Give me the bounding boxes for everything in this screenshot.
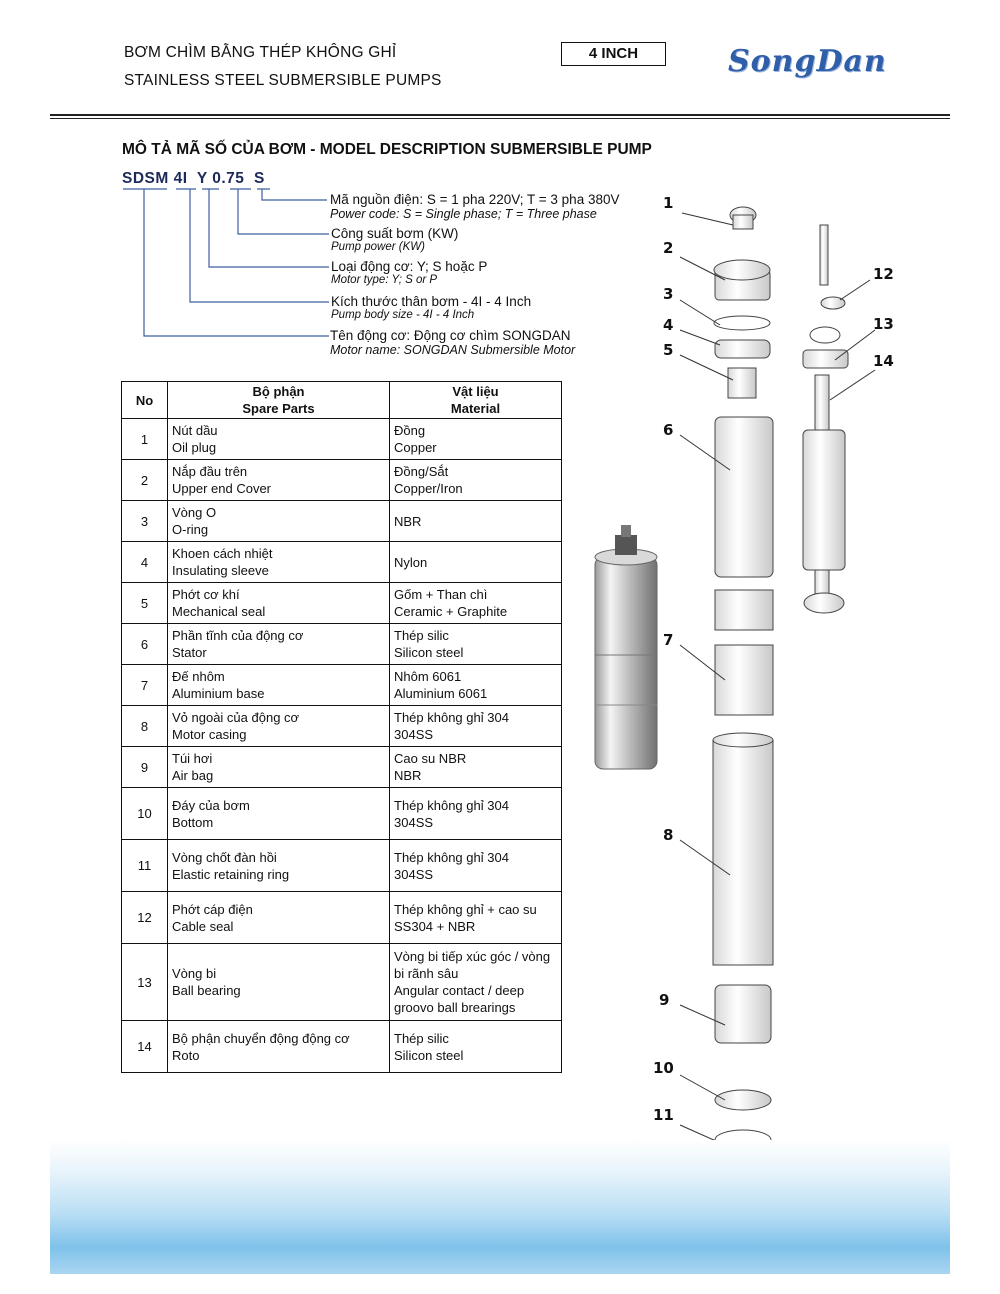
legend-motor-type-vn: Loại động cơ: Y; S hoặc P <box>331 259 488 274</box>
legend-motor-name-vn: Tên động cơ: Động cơ chìm SONGDAN <box>330 328 571 343</box>
callout-8: 8 <box>663 826 674 844</box>
row-material <box>390 501 562 542</box>
material-line: Angular contact / deep <box>394 983 525 998</box>
row-number: 2 <box>122 460 168 501</box>
part-line: Upper end Cover <box>172 481 271 496</box>
material-line: Thép silic <box>394 628 449 643</box>
table-row <box>122 419 562 460</box>
header-part-en: Spare Parts <box>242 401 315 416</box>
header-title-vn: BƠM CHÌM BẰNG THÉP KHÔNG GHỈ <box>124 44 397 61</box>
material-line: 304SS <box>394 814 434 830</box>
table-body <box>122 419 562 1073</box>
table-row <box>122 583 562 624</box>
row-number: 3 <box>122 501 168 542</box>
material-line: Copper <box>394 440 437 455</box>
row-number: 11 <box>122 840 168 892</box>
material-line: Nylon <box>394 554 428 570</box>
material-line: Đồng/Sắt <box>394 464 449 479</box>
header-material-en: Material <box>450 401 501 416</box>
table-row <box>122 1021 562 1073</box>
legend-motor-name <box>330 328 575 357</box>
part-line: Vòng chốt đàn hồi <box>172 849 277 865</box>
material-line: bi rãnh sâu <box>394 966 459 981</box>
material-line: Thép silic <box>394 1030 449 1046</box>
row-material <box>390 840 562 892</box>
part-line: Nắp đầu trên <box>172 464 248 479</box>
legend-pump-power-vn: Công suất bơm (KW) <box>331 226 459 241</box>
part-line: Túi hơi <box>172 751 213 766</box>
part-line: Nút dầu <box>172 423 218 438</box>
header-material-vn: Vật liệu <box>452 384 499 399</box>
table-row <box>122 501 562 542</box>
table-row <box>122 624 562 665</box>
part-line: Ball bearing <box>172 983 241 998</box>
material-line: Vòng bi tiếp xúc góc / vòng <box>394 949 551 964</box>
callout-14: 14 <box>873 352 894 370</box>
row-material <box>390 892 562 944</box>
model-legend-lines <box>0 0 640 370</box>
row-part <box>168 944 390 1021</box>
table-row <box>122 840 562 892</box>
part-line: Bottom <box>172 814 214 830</box>
callout-4: 4 <box>663 316 674 334</box>
material-line: Ceramic + Graphite <box>394 604 508 619</box>
table-row <box>122 892 562 944</box>
row-part <box>168 460 390 501</box>
part-line: Khoen cách nhiệt <box>172 546 273 561</box>
legend-power-code-vn: Mã nguồn điện: S = 1 pha 220V; T = 3 pha 380V <box>330 192 620 207</box>
material-line: Nhôm 6061 <box>394 669 462 684</box>
material-line: Thép không ghỉ 304 <box>394 710 509 725</box>
table-row <box>122 665 562 706</box>
part-line: Aluminium base <box>172 686 265 701</box>
material-line: NBR <box>394 768 422 783</box>
part-line: Phớt cáp điện <box>172 901 253 917</box>
row-number: 7 <box>122 665 168 706</box>
table-row <box>122 706 562 747</box>
legend-power-code <box>330 192 619 221</box>
row-number: 10 <box>122 788 168 840</box>
material-line: Thép không ghỉ 304 <box>394 797 509 813</box>
row-part <box>168 747 390 788</box>
row-number: 5 <box>122 583 168 624</box>
legend-power-code-en: Power code: S = Single phase; T = Three phase <box>330 207 597 221</box>
part-line: Cable seal <box>172 918 234 934</box>
header-title-en: STAINLESS STEEL SUBMERSIBLE PUMPS <box>124 72 442 89</box>
row-material <box>390 788 562 840</box>
row-number: 12 <box>122 892 168 944</box>
material-line: Silicon steel <box>394 1047 464 1063</box>
material-line: groovo ball brearings <box>394 1000 516 1015</box>
callout-9: 9 <box>659 991 670 1009</box>
row-number: 13 <box>122 944 168 1021</box>
legend-body-size <box>331 294 531 321</box>
callout-11: 11 <box>653 1106 674 1124</box>
callout-10: 10 <box>653 1059 674 1077</box>
legend-body-size-vn: Kích thước thân bơm - 4I - 4 Inch <box>331 294 532 309</box>
table-row <box>122 788 562 840</box>
material-line: Thép không ghỉ + cao su <box>394 901 537 917</box>
part-line: Đáy của bơm <box>172 797 250 813</box>
part-line: Vỏ ngoài của động cơ <box>172 710 300 725</box>
header-no: No <box>122 382 168 419</box>
table-row <box>122 944 562 1021</box>
legend-motor-type <box>331 259 487 286</box>
callout-1: 1 <box>663 194 674 212</box>
row-material <box>390 542 562 583</box>
size-badge: 4 INCH <box>561 42 666 66</box>
material-line: Thép không ghỉ 304 <box>394 849 509 865</box>
material-line: 304SS <box>394 727 434 742</box>
part-line: Oil plug <box>172 440 217 455</box>
row-material <box>390 624 562 665</box>
row-material <box>390 419 562 460</box>
legend-body-size-en: Pump body size - 4I - 4 Inch <box>331 309 475 321</box>
table-header-row <box>122 382 562 419</box>
header-part <box>168 382 390 419</box>
callout-5: 5 <box>663 341 674 359</box>
row-number: 4 <box>122 542 168 583</box>
part-line: Air bag <box>172 768 214 783</box>
row-material <box>390 747 562 788</box>
legend-motor-name-en: Motor name: SONGDAN Submersible Motor <box>330 343 576 357</box>
material-line: Aluminium 6061 <box>394 686 488 701</box>
material-line: Đồng <box>394 423 426 438</box>
row-part <box>168 840 390 892</box>
row-number: 1 <box>122 419 168 460</box>
part-line: Phớt cơ khí <box>172 587 240 602</box>
callout-6: 6 <box>663 421 674 439</box>
row-material <box>390 665 562 706</box>
material-line: SS304 + NBR <box>394 918 476 934</box>
row-part <box>168 1021 390 1073</box>
spare-parts-table <box>121 381 562 1073</box>
part-line: Motor casing <box>172 727 247 742</box>
row-part <box>168 788 390 840</box>
row-number: 6 <box>122 624 168 665</box>
callout-3: 3 <box>663 285 674 303</box>
material-line: Gốm + Than chì <box>394 587 488 602</box>
table-row <box>122 460 562 501</box>
row-part <box>168 892 390 944</box>
part-line: Elastic retaining ring <box>172 866 290 882</box>
row-part <box>168 542 390 583</box>
row-part <box>168 583 390 624</box>
row-number: 8 <box>122 706 168 747</box>
row-part <box>168 624 390 665</box>
part-line: Stator <box>172 645 207 660</box>
row-number: 9 <box>122 747 168 788</box>
part-line: Insulating sleeve <box>172 563 269 578</box>
brand-logo: SongDan <box>728 44 887 79</box>
part-line: Bộ phận chuyển động động cơ <box>172 1030 350 1046</box>
material-line: NBR <box>394 513 422 529</box>
table-row <box>122 542 562 583</box>
row-part <box>168 419 390 460</box>
row-number: 14 <box>122 1021 168 1073</box>
row-material <box>390 706 562 747</box>
section-title: MÔ TẢ MÃ SỐ CỦA BƠM - MODEL DESCRIPTION SUBMERSIBLE PUMP <box>122 141 652 158</box>
legend-pump-power <box>331 226 458 253</box>
header-material <box>390 382 562 419</box>
row-part <box>168 706 390 747</box>
header-part-vn: Bộ phận <box>252 384 305 399</box>
callout-7: 7 <box>663 631 674 649</box>
part-line: O-ring <box>172 522 209 537</box>
model-code: SDSM 4I Y 0.75 S <box>122 170 265 187</box>
exploded-diagram <box>585 185 915 1170</box>
part-line: Roto <box>172 1047 200 1063</box>
row-material <box>390 944 562 1021</box>
material-line: Cao su NBR <box>394 751 467 766</box>
row-material <box>390 583 562 624</box>
row-material <box>390 460 562 501</box>
legend-motor-type-en: Motor type: Y; S or P <box>331 274 438 286</box>
material-line: 304SS <box>394 866 434 882</box>
part-line: Đế nhôm <box>172 669 225 684</box>
row-material <box>390 1021 562 1073</box>
legend-pump-power-en: Pump power (KW) <box>331 241 425 253</box>
row-part <box>168 501 390 542</box>
callout-2: 2 <box>663 239 674 257</box>
callout-13: 13 <box>873 315 894 333</box>
material-line: Silicon steel <box>394 645 464 660</box>
part-line: Mechanical seal <box>172 604 266 619</box>
pump-photo <box>595 525 657 769</box>
part-line: Phần tĩnh của động cơ <box>172 628 304 643</box>
water-footer-image <box>50 1140 950 1274</box>
table-row <box>122 747 562 788</box>
material-line: Copper/Iron <box>394 481 463 496</box>
part-line: Vòng bi <box>172 966 217 981</box>
row-part <box>168 665 390 706</box>
part-line: Vòng O <box>172 505 217 520</box>
callout-12: 12 <box>873 265 894 283</box>
